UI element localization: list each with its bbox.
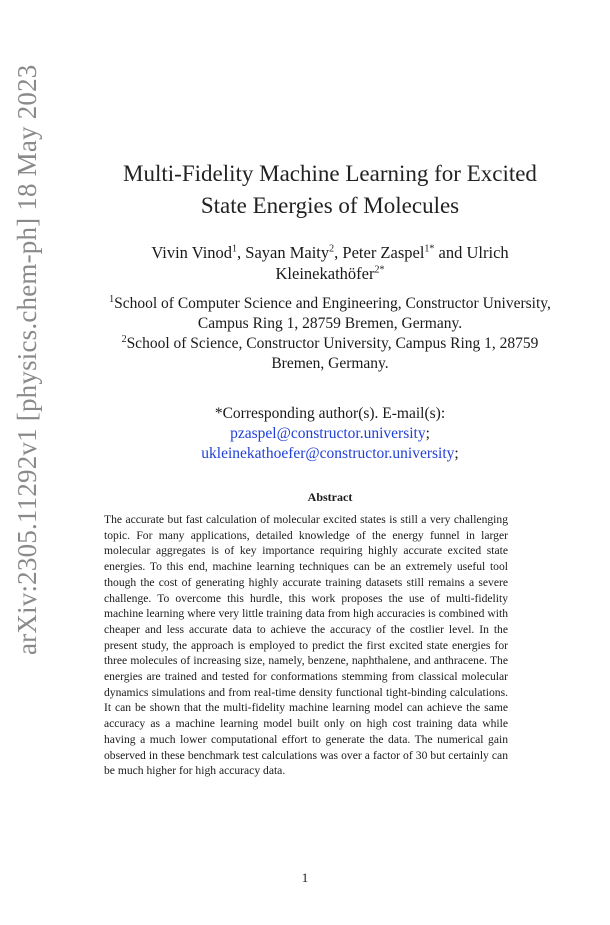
paper-title [80,158,580,222]
author-separator: , [237,243,246,262]
author-conjunction: and Ulrich [434,243,509,262]
author-line-1 [90,242,570,263]
abstract-heading: Abstract [307,490,353,504]
title-line-2: State Energies of Molecules [200,193,460,218]
corresponding-authors [120,404,540,464]
email-separator: ; [425,425,430,442]
author-name: Peter Zaspel [342,243,425,262]
affiliation-2 [95,334,565,374]
affiliations [95,294,565,374]
affil-text: School of Science, Constructor University, Campus Ring 1, 28759 Bremen, Germany. [126,335,539,372]
author-affil-mark: 2* [374,264,385,276]
arxiv-identifier-stamp: arXiv:2305.11292v1 [physics.chem-ph] 18 May 2023 [12,64,42,655]
author-affil-mark: 2 [329,243,335,255]
author-affil-mark: 1* [424,243,435,255]
author-separator: , [334,243,343,262]
author-name: Kleinekathöfer [275,264,375,283]
affil-text: School of Computer Science and Engineering, Constructor University, Campus Ring 1, 28759 Bremen, Germany. [114,295,551,332]
corresponding-label: *Corresponding author(s). E-mail(s): [214,405,446,422]
author-affil-mark: 1 [232,243,238,255]
affil-mark: 2 [121,333,127,345]
affil-mark: 1 [109,293,115,305]
author-list [90,242,570,284]
author-name: Vivin Vinod [151,243,233,262]
page-number: 1 [301,870,309,885]
email-link-zaspel[interactable]: pzaspel@constructor.university [230,425,426,442]
title-line-1: Multi-Fidelity Machine Learning for Excited [123,161,537,186]
abstract-text: The accurate but fast calculation of molecular excited states is still a very challenging topic. For many applications, detailed knowledge of the energy funnel in larger molecular aggregates is of key importance requiring highly accurate excited state energies. To this end, machine learning techniques can be an extremely useful tool though the cost of generating highly accurate training datasets still remains a severe challenge. To overcome this hurdle, this work proposes the use of multi-fidelity machine learning where very little training data from high accuracies is combined with cheaper and less accurate data to achieve the accuracy of the costlier level. In the present study, the approach is employed to predict the first excited state energies for three molecules of increasing size, namely, benzene, naphthalene, and anthracene. The energies are trained and tested for conformations stemming from classical molecular dynamics simulations and from real-time density functional tight-binding calculations. It can be shown that the multi-fidelity machine learning model can achieve the same accuracy as a machine learning model built only on high cost training data while having a much lower computational effort to generate the data. The numerical gain observed in these benchmark test calculations was over a factor of 30 but certainly can be much higher for high accuracy data. [104,513,508,778]
email-link-kleinekathoefer[interactable]: ukleinekathoefer@constructor.university [201,445,455,462]
affiliation-1 [95,294,565,334]
email-separator: ; [454,445,459,462]
author-name: Sayan Maity [245,243,330,262]
author-line-2 [90,263,570,284]
